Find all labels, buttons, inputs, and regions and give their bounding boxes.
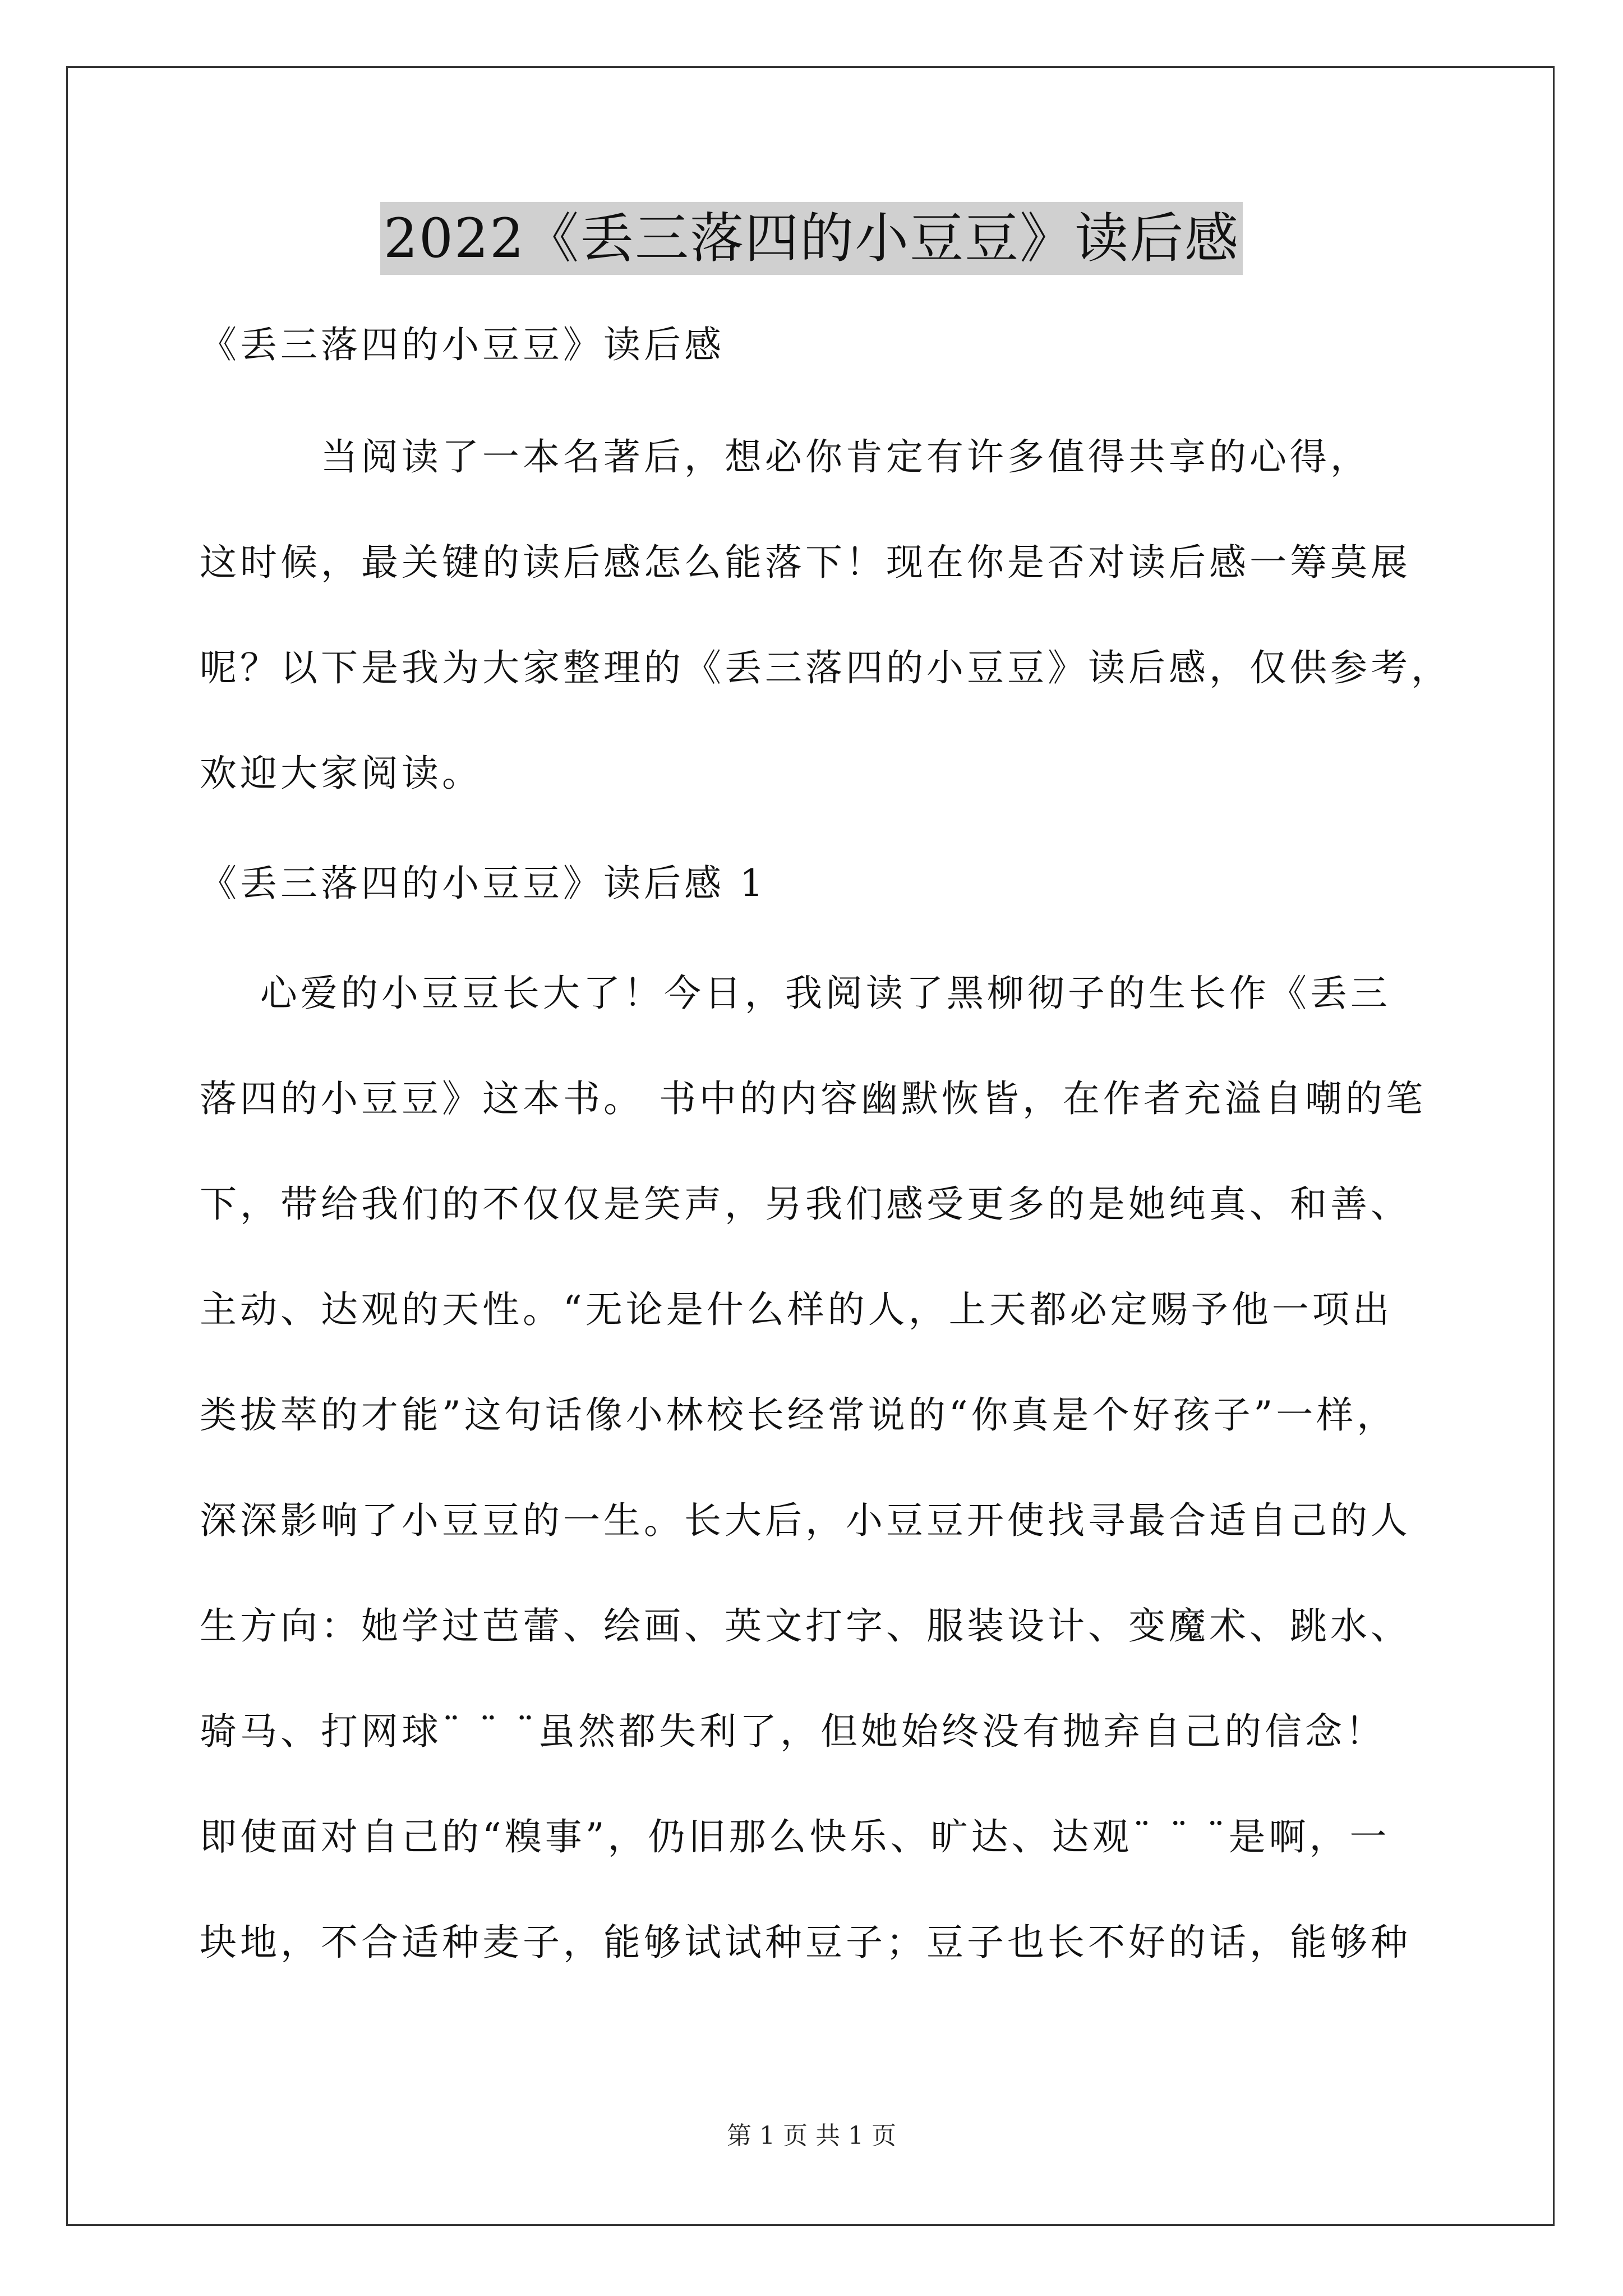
paragraph-line: 当阅读了一本名著后，想必你肯定有许多值得共享的心得， <box>200 435 1371 478</box>
title-container <box>0 202 1623 275</box>
paragraph-line: 类拔萃的才能”这句话像小林校长经常说的“你真是个好孩子”一样， <box>200 1393 1398 1437</box>
page-border <box>66 66 1555 2226</box>
paragraph-line: 落四的小豆豆》这本书。 书中的内容幽默恢皆，在作者充溢自嘲的笔 <box>200 1077 1426 1120</box>
paragraph-line: 即使面对自己的“糗事”，仍旧那么快乐、旷达、达观¨ ¨ ¨是啊，一 <box>200 1815 1390 1858</box>
subtitle-line: 《丢三落四的小豆豆》读后感 <box>200 323 725 366</box>
paragraph-line: 主动、达观的天性。“无论是什么样的人，上天都必定赐予他一项出 <box>200 1288 1393 1331</box>
document-title: 2022《丢三落四的小豆豆》读后感 <box>380 202 1243 275</box>
paragraph-line: 骑马、打网球¨ ¨ ¨虽然都失利了，但她始终没有抛弃自己的信念！ <box>200 1710 1386 1753</box>
paragraph-line: 欢迎大家阅读。 <box>200 752 482 795</box>
paragraph-line: 下，带给我们的不仅仅是笑声，另我们感受更多的是她纯真、和善、 <box>200 1182 1411 1226</box>
paragraph-line: 生方向：她学过芭蕾、绘画、英文打字、服装设计、变魔术、跳水、 <box>200 1604 1411 1648</box>
page-footer: 第 1 页 共 1 页 <box>727 2122 896 2150</box>
paragraph-line: 深深影响了小豆豆的一生。长大后，小豆豆开使找寻最合适自己的人 <box>200 1499 1411 1542</box>
paragraph-line: 心爱的小豆豆长大了！今日，我阅读了黑柳彻子的生长作《丢三 <box>200 972 1391 1015</box>
paragraph-line: 块地，不合适种麦子，能够试试种豆子；豆子也长不好的话，能够种 <box>200 1921 1411 1964</box>
section-heading: 《丢三落四的小豆豆》读后感 1 <box>200 862 767 905</box>
paragraph-line: 这时候，最关键的读后感怎么能落下！现在你是否对读后感一筹莫展 <box>200 541 1411 584</box>
paragraph-line: 呢？以下是我为大家整理的《丢三落四的小豆豆》读后感，仅供参考， <box>200 646 1451 689</box>
